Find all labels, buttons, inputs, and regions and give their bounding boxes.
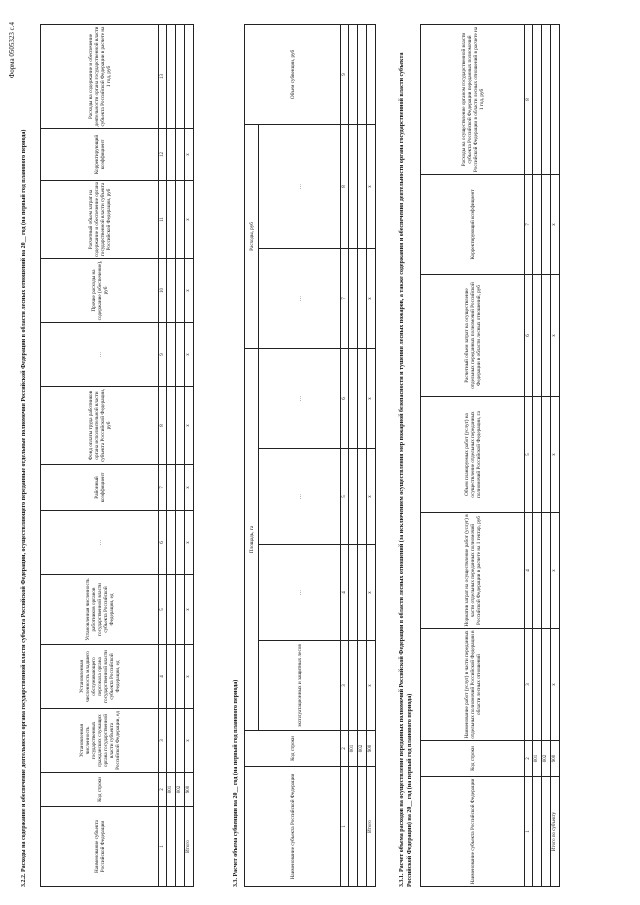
header-cell: Код строки [245, 731, 341, 767]
table-row [167, 25, 176, 887]
data-cell: x [367, 124, 376, 248]
col-number: 3 [159, 709, 167, 773]
data-cell[interactable] [533, 25, 542, 175]
header-group-costs: Расходы, руб [245, 124, 259, 348]
data-cell[interactable] [358, 641, 367, 731]
data-cell[interactable] [167, 511, 176, 575]
col-number: 7 [525, 175, 533, 275]
header-cell: Норматив затрат на осуществление работ (услуг) в части отдельных переданных полномочий Российской Федерации в расчете на 1 гектар, руб [421, 513, 525, 629]
row-code: 900 [185, 773, 194, 807]
data-cell[interactable] [542, 397, 551, 513]
col-number: 6 [341, 348, 349, 448]
data-cell: x [367, 545, 376, 641]
data-cell[interactable] [542, 25, 551, 175]
row-name [349, 767, 358, 887]
section-33-table [244, 24, 376, 887]
header-cell: … [259, 348, 341, 448]
header-cell: Код строки [421, 741, 525, 777]
header-cell: Расчетный объем затрат на содержание и обеспечение органа государственной власти субъекта Российской Федерации, руб [41, 181, 159, 259]
row-name [176, 807, 185, 887]
data-cell[interactable] [176, 259, 185, 323]
table-row [358, 24, 367, 886]
row-code: 002 [176, 773, 185, 807]
data-cell[interactable] [167, 129, 176, 181]
col-number: 6 [525, 275, 533, 397]
data-cell[interactable] [176, 511, 185, 575]
col-number: 2 [159, 773, 167, 807]
table-row [349, 24, 358, 886]
data-cell[interactable] [533, 629, 542, 741]
data-cell[interactable] [533, 397, 542, 513]
header-cell: Районный коэффициент [41, 465, 159, 511]
row-name [542, 777, 551, 887]
row-code: 002 [358, 731, 367, 767]
col-number: 7 [159, 465, 167, 511]
column-number-row [159, 25, 167, 887]
data-cell: x [185, 511, 194, 575]
data-cell[interactable] [176, 387, 185, 465]
data-cell[interactable] [176, 645, 185, 709]
row-code: 001 [349, 731, 358, 767]
section-331-table [420, 24, 560, 887]
data-cell: x [185, 181, 194, 259]
section-322-title: 3.2.2. Расходы на содержание и обеспечение деятельности органа государственной власти субъекта Российской Федерации, осуществляющего переданные отдельные полномочия Российской Федерации в области лесных отношений на 20__ год (на первый год планового периода) [21, 129, 27, 887]
data-cell: x [551, 629, 560, 741]
header-cell: … [259, 449, 341, 545]
header-cell: Код строки [41, 773, 159, 807]
header-cell: Наименование субъекта Российской Федерации [421, 777, 525, 887]
col-number: 5 [525, 397, 533, 513]
form-code: Форма 0505323 с.4 [8, 22, 16, 79]
col-number: 3 [525, 629, 533, 741]
data-cell[interactable] [185, 25, 194, 129]
data-cell[interactable] [358, 124, 367, 248]
header-cell: Наименование работ (услуг) в части переданных отдельных полномочий Российской Федерации в области лесных отношений [421, 629, 525, 741]
data-cell: x [551, 175, 560, 275]
col-number: 2 [525, 741, 533, 777]
col-number: 8 [525, 25, 533, 175]
data-cell[interactable] [167, 181, 176, 259]
row-code: 001 [167, 773, 176, 807]
header-cell: … [259, 248, 341, 348]
data-cell[interactable] [167, 465, 176, 511]
col-number: 5 [159, 575, 167, 645]
row-code: 900 [551, 741, 560, 777]
data-cell: x [185, 709, 194, 773]
data-cell[interactable] [551, 25, 560, 175]
data-cell: x [185, 323, 194, 387]
col-number: 4 [159, 645, 167, 709]
col-number: 9 [341, 24, 349, 124]
data-cell: x [367, 449, 376, 545]
row-name [167, 807, 176, 887]
header-cell: Расчетный объем затрат на осуществление отдельных переданных полномочий Российской Федерации в области лесных отношений, руб [421, 275, 525, 397]
col-number: 8 [341, 124, 349, 248]
data-cell[interactable] [542, 629, 551, 741]
col-number: 12 [159, 129, 167, 181]
data-cell[interactable] [349, 248, 358, 348]
data-cell: x [551, 513, 560, 629]
header-cell: Наименование субъекта Российской Федерации [41, 807, 159, 887]
data-cell[interactable] [176, 465, 185, 511]
data-cell[interactable] [349, 641, 358, 731]
row-name: Итого [367, 767, 376, 887]
row-name [533, 777, 542, 887]
col-number: 1 [525, 777, 533, 887]
header-cell: Наименование субъекта Российской Федерации [245, 767, 341, 887]
data-cell[interactable] [167, 645, 176, 709]
table-row [542, 25, 551, 887]
data-cell[interactable] [349, 545, 358, 641]
header-cell: Установленная численность младшего обслуживающего персонала органа государственной власти субъекта Российской Федерации, ед [41, 645, 159, 709]
data-cell: x [551, 275, 560, 397]
data-cell: x [185, 465, 194, 511]
data-cell[interactable] [167, 323, 176, 387]
data-cell: x [185, 575, 194, 645]
data-cell[interactable] [176, 575, 185, 645]
section-33-title: 3.3. Расчет объема субвенции на 20__ год (на первый год планового периода) [233, 679, 239, 887]
row-code: 002 [542, 741, 551, 777]
data-cell[interactable] [358, 348, 367, 448]
data-cell[interactable] [358, 248, 367, 348]
header-cell: … [259, 124, 341, 248]
row-name [358, 767, 367, 887]
table-row [176, 25, 185, 887]
header-cell: Объем планируемых работ (услуг) на осуществление отдельных переданных полномочий Российской Федерации, га [421, 397, 525, 513]
col-number: 1 [341, 767, 349, 887]
header-cell: Фонд оплаты труда работников органа исполнительной власти субъекта Российской Федерации, руб [41, 387, 159, 465]
col-number: 13 [159, 25, 167, 129]
data-cell[interactable] [176, 25, 185, 129]
row-name: Итого по субъекту [551, 777, 560, 887]
header-cell: эксплуатационных и защитных лесов [259, 641, 341, 731]
data-cell: x [185, 645, 194, 709]
data-cell: x [551, 397, 560, 513]
data-cell[interactable] [176, 129, 185, 181]
col-number: 4 [341, 545, 349, 641]
column-number-row [525, 25, 533, 887]
data-cell[interactable] [533, 513, 542, 629]
data-cell[interactable] [542, 175, 551, 275]
header-cell: Расходы на содержание и обеспечение деятельности органа государственной власти субъекта Российской Федерации в расчете на 1 год, руб [41, 25, 159, 129]
data-cell[interactable] [167, 709, 176, 773]
data-cell[interactable] [167, 25, 176, 129]
header-cell: … [41, 323, 159, 387]
data-cell[interactable] [358, 545, 367, 641]
header-cell: Объем субвенции, руб [245, 24, 341, 124]
data-cell[interactable] [542, 513, 551, 629]
data-cell[interactable] [358, 24, 367, 124]
col-number: 6 [159, 511, 167, 575]
header-cell: Корректирующий коэффициент [41, 129, 159, 181]
col-number: 2 [341, 731, 349, 767]
data-cell[interactable] [358, 449, 367, 545]
data-cell[interactable] [349, 24, 358, 124]
row-name: Итого [185, 807, 194, 887]
col-number: 9 [159, 323, 167, 387]
header-cell: Установленная численность государственных гражданских служащих органа государственной власти субъекта Российской Федерации, ед [41, 709, 159, 773]
total-row [185, 25, 194, 887]
col-number: 10 [159, 259, 167, 323]
total-row [367, 24, 376, 886]
header-cell: Корректирующий коэффициент [421, 175, 525, 275]
data-cell[interactable] [167, 259, 176, 323]
header-cell: Расходы на осуществление органом государственной власти субъекта Российской Федерации переданных полномочий Российской Федерации в области лесных отношений в расчете на 1 год, руб [421, 25, 525, 175]
col-number: 3 [341, 641, 349, 731]
data-cell[interactable] [167, 575, 176, 645]
row-code: 001 [533, 741, 542, 777]
header-cell: … [41, 511, 159, 575]
data-cell[interactable] [176, 181, 185, 259]
data-cell[interactable] [349, 449, 358, 545]
data-cell: x [185, 129, 194, 181]
data-cell: x [185, 259, 194, 323]
data-cell[interactable] [167, 387, 176, 465]
data-cell[interactable] [533, 175, 542, 275]
data-cell[interactable] [542, 275, 551, 397]
data-cell: x [367, 641, 376, 731]
data-cell[interactable] [176, 323, 185, 387]
col-number: 1 [159, 807, 167, 887]
section-322-table [40, 24, 194, 887]
header-cell: Прочие расходы на содержание (обеспечение), руб [41, 259, 159, 323]
header-cell: Установленная численность работников органов государственной власти субъекта Российской Федерации, ед [41, 575, 159, 645]
data-cell[interactable] [349, 348, 358, 448]
data-cell: x [367, 248, 376, 348]
col-number: 5 [341, 449, 349, 545]
col-number: 4 [525, 513, 533, 629]
column-number-row [341, 24, 349, 886]
data-cell[interactable] [176, 709, 185, 773]
data-cell[interactable] [533, 275, 542, 397]
col-number: 8 [159, 387, 167, 465]
table-row [533, 25, 542, 887]
data-cell[interactable] [367, 24, 376, 124]
section-331-title: 3.3.1. Расчет объема расходов на осуществление переданных полномочий Российской Федерации в области лесных отношений (за исключением осуществления мер пожарной безопасности и тушения лесных пожаров, а также содержания и обеспечения деятельности органа государственной власти субъекта Российской Федерации) на 20__ год (на первый год планового периода) [399, 52, 413, 887]
header-cell: … [259, 545, 341, 641]
col-number: 7 [341, 248, 349, 348]
row-code: 900 [367, 731, 376, 767]
data-cell: x [367, 348, 376, 448]
data-cell: x [185, 387, 194, 465]
header-group-area: Площадь, га [245, 348, 259, 730]
col-number: 11 [159, 181, 167, 259]
total-row [551, 25, 560, 887]
data-cell[interactable] [349, 124, 358, 248]
